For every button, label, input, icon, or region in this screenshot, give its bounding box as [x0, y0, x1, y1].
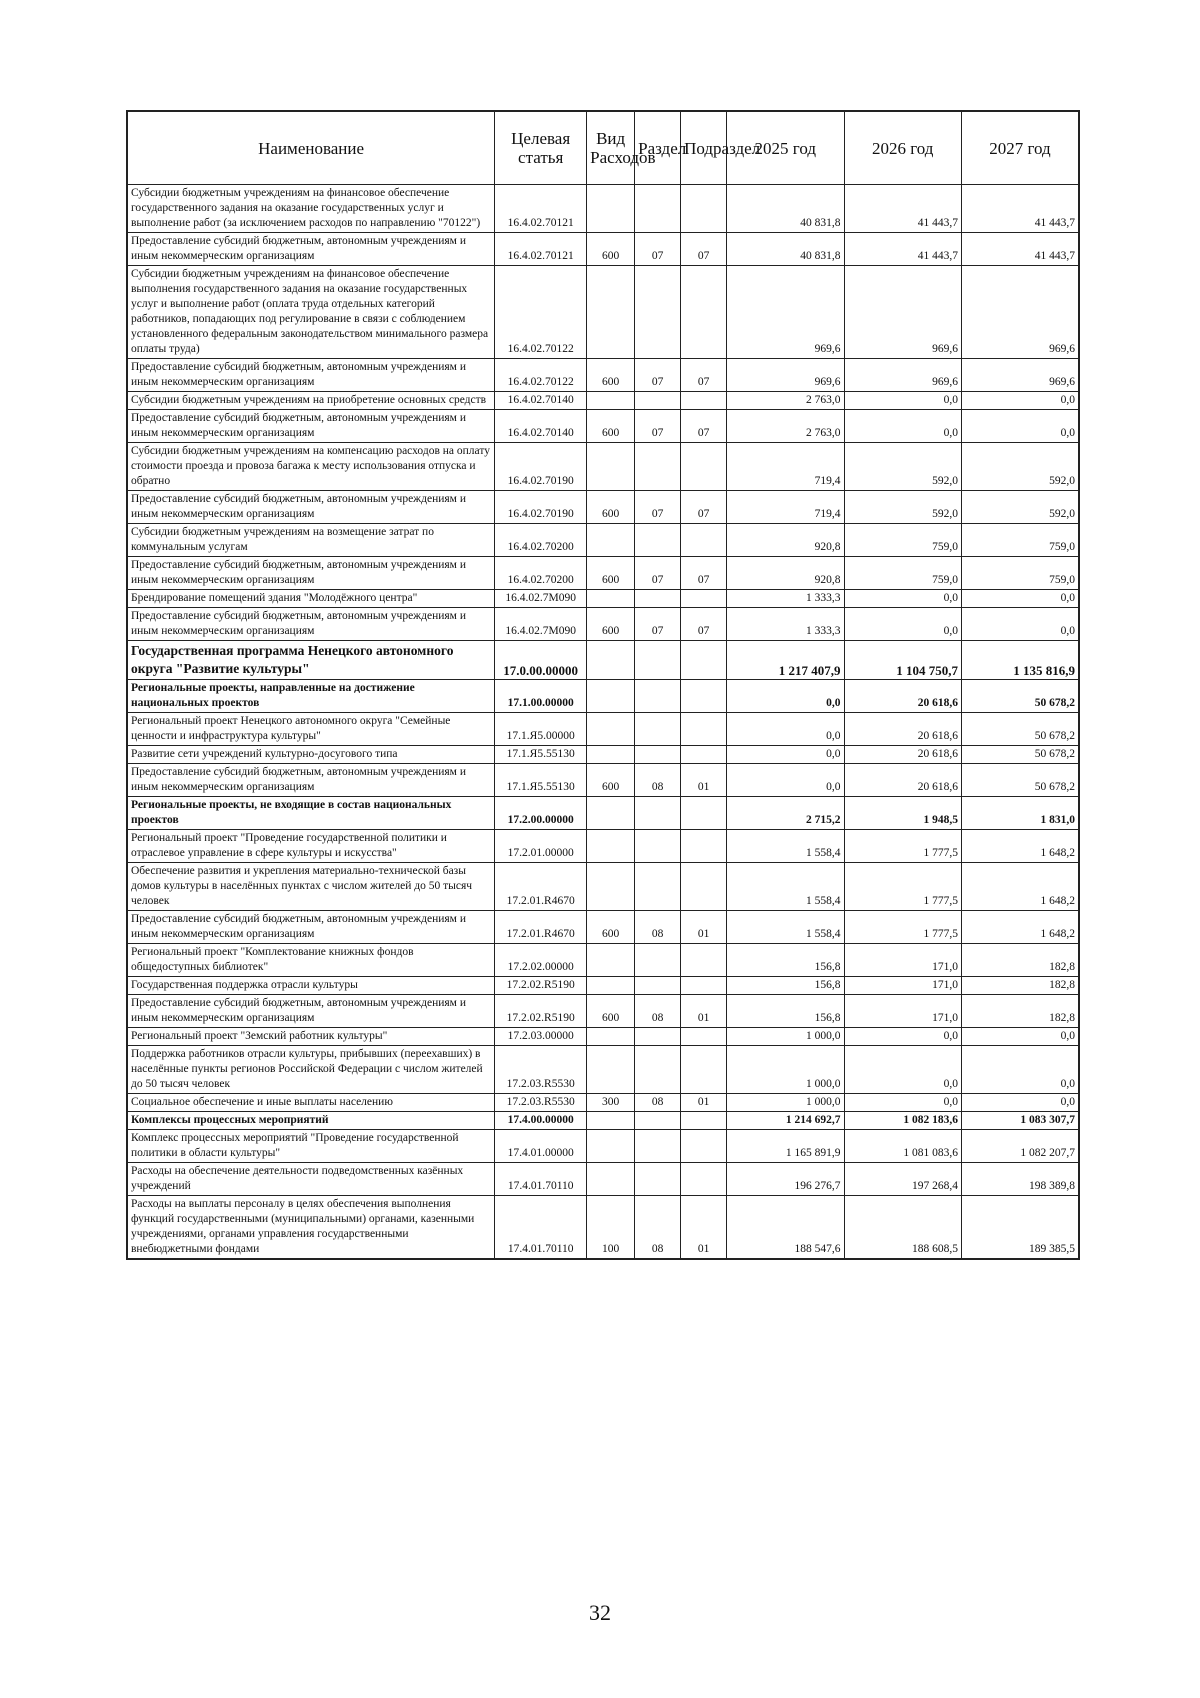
table-row [127, 713, 1079, 746]
row-target-article: 16.4.02.70122 [495, 359, 587, 392]
row-value-2025: 969,6 [727, 359, 844, 392]
row-expense-type: 600 [587, 608, 635, 641]
table-row [127, 944, 1079, 977]
row-subsection [681, 830, 727, 863]
row-value-2027: 182,8 [961, 995, 1079, 1028]
row-name: Предоставление субсидий бюджетным, автономным учреждениям и иным некоммерческим организациям [127, 233, 495, 266]
table-row [127, 911, 1079, 944]
row-name: Государственная поддержка отрасли культуры [127, 977, 495, 995]
row-value-2026: 1 948,5 [844, 797, 961, 830]
row-target-article: 17.4.00.00000 [495, 1112, 587, 1130]
row-value-2025: 2 763,0 [727, 392, 844, 410]
row-section: 08 [635, 911, 681, 944]
row-section [635, 392, 681, 410]
row-expense-type [587, 185, 635, 233]
row-name: Расходы на выплаты персоналу в целях обеспечения выполнения функций государственными (муниципальными) органами, казенными учреждениями, органами управления государственными внебюджетными фондами [127, 1196, 495, 1260]
row-value-2025: 719,4 [727, 491, 844, 524]
row-expense-type [587, 590, 635, 608]
row-value-2025: 1 333,3 [727, 608, 844, 641]
row-section: 07 [635, 359, 681, 392]
row-value-2026: 171,0 [844, 944, 961, 977]
row-subsection: 01 [681, 1094, 727, 1112]
row-section: 07 [635, 410, 681, 443]
row-subsection: 01 [681, 911, 727, 944]
row-value-2025: 0,0 [727, 764, 844, 797]
row-section: 08 [635, 1196, 681, 1260]
table-row [127, 557, 1079, 590]
table-row [127, 863, 1079, 911]
row-expense-type [587, 944, 635, 977]
row-subsection: 07 [681, 608, 727, 641]
table-row [127, 1112, 1079, 1130]
row-value-2025: 969,6 [727, 266, 844, 359]
row-subsection [681, 1046, 727, 1094]
row-name: Комплекс процессных мероприятий "Проведение государственной политики в области культуры" [127, 1130, 495, 1163]
row-value-2026: 188 608,5 [844, 1196, 961, 1260]
table-row [127, 392, 1079, 410]
table-row [127, 524, 1079, 557]
header-section: Раздел [635, 111, 681, 185]
row-value-2025: 2 715,2 [727, 797, 844, 830]
row-value-2027: 969,6 [961, 359, 1079, 392]
row-value-2026: 969,6 [844, 266, 961, 359]
row-section [635, 266, 681, 359]
row-value-2025: 1 217 407,9 [727, 641, 844, 680]
row-expense-type [587, 746, 635, 764]
row-target-article: 16.4.02.70122 [495, 266, 587, 359]
row-value-2025: 40 831,8 [727, 233, 844, 266]
row-expense-type [587, 524, 635, 557]
table-row [127, 491, 1079, 524]
row-value-2027: 189 385,5 [961, 1196, 1079, 1260]
table-row [127, 1028, 1079, 1046]
header-year-2025: 2025 год [727, 111, 844, 185]
row-value-2025: 1 165 891,9 [727, 1130, 844, 1163]
row-value-2026: 1 104 750,7 [844, 641, 961, 680]
table-row [127, 590, 1079, 608]
row-section: 07 [635, 491, 681, 524]
row-section [635, 680, 681, 713]
row-value-2027: 1 648,2 [961, 863, 1079, 911]
budget-table-sheet [126, 110, 1080, 1260]
table-row [127, 185, 1079, 233]
row-value-2025: 40 831,8 [727, 185, 844, 233]
row-expense-type: 100 [587, 1196, 635, 1260]
row-target-article: 16.4.02.70200 [495, 524, 587, 557]
row-target-article: 16.4.02.70190 [495, 443, 587, 491]
table-row [127, 977, 1079, 995]
header-subsection: Подраздел [681, 111, 727, 185]
row-section [635, 1028, 681, 1046]
row-value-2026: 0,0 [844, 392, 961, 410]
row-target-article: 17.1.Я5.55130 [495, 764, 587, 797]
table-row [127, 608, 1079, 641]
row-section [635, 944, 681, 977]
budget-table [126, 110, 1080, 1260]
row-name: Предоставление субсидий бюджетным, автономным учреждениям и иным некоммерческим организациям [127, 911, 495, 944]
row-value-2027: 198 389,8 [961, 1163, 1079, 1196]
table-row [127, 797, 1079, 830]
row-value-2025: 156,8 [727, 995, 844, 1028]
row-name: Региональные проекты, не входящие в состав национальных проектов [127, 797, 495, 830]
row-value-2027: 182,8 [961, 944, 1079, 977]
row-value-2025: 1 000,0 [727, 1094, 844, 1112]
table-row [127, 266, 1079, 359]
row-target-article: 17.2.03.R5530 [495, 1094, 587, 1112]
row-target-article: 16.4.02.7М090 [495, 608, 587, 641]
row-value-2026: 20 618,6 [844, 713, 961, 746]
row-name: Социальное обеспечение и иные выплаты населению [127, 1094, 495, 1112]
row-expense-type: 600 [587, 359, 635, 392]
row-value-2027: 0,0 [961, 590, 1079, 608]
row-name: Предоставление субсидий бюджетным, автономным учреждениям и иным некоммерческим организациям [127, 359, 495, 392]
row-target-article: 17.1.00.00000 [495, 680, 587, 713]
table-row [127, 233, 1079, 266]
row-subsection [681, 641, 727, 680]
row-value-2025: 1 558,4 [727, 863, 844, 911]
row-value-2025: 1 000,0 [727, 1046, 844, 1094]
row-value-2025: 0,0 [727, 680, 844, 713]
row-target-article: 17.2.01.00000 [495, 830, 587, 863]
row-value-2027: 41 443,7 [961, 233, 1079, 266]
row-section [635, 746, 681, 764]
row-name: Предоставление субсидий бюджетным, автономным учреждениям и иным некоммерческим организациям [127, 557, 495, 590]
row-target-article: 17.2.03.00000 [495, 1028, 587, 1046]
row-value-2027: 759,0 [961, 524, 1079, 557]
row-value-2026: 20 618,6 [844, 746, 961, 764]
row-subsection [681, 746, 727, 764]
row-target-article: 17.2.00.00000 [495, 797, 587, 830]
row-target-article: 16.4.02.70140 [495, 410, 587, 443]
row-expense-type [587, 641, 635, 680]
row-expense-type [587, 443, 635, 491]
row-expense-type: 300 [587, 1094, 635, 1112]
row-expense-type [587, 1112, 635, 1130]
row-value-2027: 0,0 [961, 1028, 1079, 1046]
row-value-2026: 0,0 [844, 1046, 961, 1094]
table-row [127, 1196, 1079, 1260]
row-value-2025: 1 333,3 [727, 590, 844, 608]
row-subsection [681, 266, 727, 359]
row-subsection [681, 680, 727, 713]
row-subsection: 07 [681, 491, 727, 524]
row-name: Региональный проект "Земский работник культуры" [127, 1028, 495, 1046]
row-target-article: 17.2.02.R5190 [495, 995, 587, 1028]
row-expense-type [587, 977, 635, 995]
row-expense-type: 600 [587, 995, 635, 1028]
row-value-2026: 759,0 [844, 524, 961, 557]
row-section: 08 [635, 1094, 681, 1112]
row-subsection: 01 [681, 764, 727, 797]
table-row [127, 1046, 1079, 1094]
row-section [635, 524, 681, 557]
row-expense-type [587, 1028, 635, 1046]
row-name: Субсидии бюджетным учреждениям на возмещение затрат по коммунальным услугам [127, 524, 495, 557]
row-subsection: 07 [681, 557, 727, 590]
row-subsection [681, 1163, 727, 1196]
table-row [127, 410, 1079, 443]
row-value-2026: 0,0 [844, 1028, 961, 1046]
row-value-2026: 759,0 [844, 557, 961, 590]
page-number: 32 [589, 1600, 611, 1625]
row-target-article: 17.2.03.R5530 [495, 1046, 587, 1094]
row-value-2027: 1 082 207,7 [961, 1130, 1079, 1163]
table-row [127, 641, 1079, 680]
row-target-article: 17.4.01.70110 [495, 1163, 587, 1196]
row-value-2026: 41 443,7 [844, 233, 961, 266]
table-row [127, 1163, 1079, 1196]
row-value-2027: 50 678,2 [961, 764, 1079, 797]
header-expense-type: Вид Расходов [587, 111, 635, 185]
row-value-2026: 1 777,5 [844, 863, 961, 911]
row-subsection [681, 1130, 727, 1163]
row-value-2025: 719,4 [727, 443, 844, 491]
row-expense-type [587, 863, 635, 911]
row-value-2026: 1 082 183,6 [844, 1112, 961, 1130]
table-row [127, 1130, 1079, 1163]
row-section [635, 1112, 681, 1130]
row-target-article: 17.1.Я5.00000 [495, 713, 587, 746]
row-value-2027: 1 083 307,7 [961, 1112, 1079, 1130]
row-value-2026: 1 777,5 [844, 830, 961, 863]
row-name: Предоставление субсидий бюджетным, автономным учреждениям и иным некоммерческим организациям [127, 410, 495, 443]
row-subsection: 07 [681, 410, 727, 443]
row-target-article: 17.2.02.R5190 [495, 977, 587, 995]
row-target-article: 16.4.02.7М090 [495, 590, 587, 608]
row-target-article: 17.1.Я5.55130 [495, 746, 587, 764]
row-subsection [681, 443, 727, 491]
row-value-2027: 0,0 [961, 608, 1079, 641]
row-value-2025: 920,8 [727, 524, 844, 557]
row-value-2027: 1 135 816,9 [961, 641, 1079, 680]
header-target-article: Целевая статья [495, 111, 587, 185]
row-section: 08 [635, 764, 681, 797]
row-subsection [681, 977, 727, 995]
row-subsection [681, 944, 727, 977]
row-expense-type: 600 [587, 491, 635, 524]
row-target-article: 17.0.00.00000 [495, 641, 587, 680]
row-name: Обеспечение развития и укрепления материально-технической базы домов культуры в населённых пунктах с числом жителей до 50 тысяч человек [127, 863, 495, 911]
row-value-2027: 1 648,2 [961, 830, 1079, 863]
row-subsection [681, 185, 727, 233]
table-header [127, 111, 1079, 185]
row-expense-type [587, 713, 635, 746]
row-value-2025: 920,8 [727, 557, 844, 590]
row-section [635, 185, 681, 233]
row-section [635, 641, 681, 680]
row-value-2027: 0,0 [961, 1094, 1079, 1112]
row-value-2026: 592,0 [844, 491, 961, 524]
table-row [127, 1094, 1079, 1112]
row-name: Комплексы процессных мероприятий [127, 1112, 495, 1130]
row-value-2027: 0,0 [961, 392, 1079, 410]
row-value-2025: 1 214 692,7 [727, 1112, 844, 1130]
row-expense-type [587, 797, 635, 830]
row-expense-type [587, 680, 635, 713]
row-name: Субсидии бюджетным учреждениям на компенсацию расходов на оплату стоимости проезда и провоза багажа к месту использования отпуска и обратно [127, 443, 495, 491]
row-value-2025: 156,8 [727, 944, 844, 977]
row-name: Субсидии бюджетным учреждениям на финансовое обеспечение выполнения государственного задания на оказание государственных услуг и выполнение работ (оплата труда отдельных категорий работников, попадающих под регулирование в связи с соблюдением установленного федеральным законодательством минимального размера оплаты труда) [127, 266, 495, 359]
row-value-2025: 196 276,7 [727, 1163, 844, 1196]
header-year-2026: 2026 год [844, 111, 961, 185]
row-target-article: 17.2.02.00000 [495, 944, 587, 977]
header-year-2027: 2027 год [961, 111, 1079, 185]
row-value-2027: 1 831,0 [961, 797, 1079, 830]
table-row [127, 830, 1079, 863]
row-value-2026: 1 777,5 [844, 911, 961, 944]
row-expense-type [587, 1163, 635, 1196]
row-value-2026: 197 268,4 [844, 1163, 961, 1196]
row-expense-type: 600 [587, 557, 635, 590]
table-row [127, 680, 1079, 713]
row-value-2026: 41 443,7 [844, 185, 961, 233]
row-expense-type: 600 [587, 911, 635, 944]
row-name: Расходы на обеспечение деятельности подведомственных казённых учреждений [127, 1163, 495, 1196]
table-body [127, 185, 1079, 1260]
row-value-2027: 592,0 [961, 491, 1079, 524]
row-section [635, 443, 681, 491]
row-target-article: 17.2.01.R4670 [495, 863, 587, 911]
table-row [127, 764, 1079, 797]
row-subsection [681, 1028, 727, 1046]
row-section: 08 [635, 995, 681, 1028]
row-name: Развитие сети учреждений культурно-досугового типа [127, 746, 495, 764]
row-value-2025: 1 558,4 [727, 830, 844, 863]
row-value-2027: 592,0 [961, 443, 1079, 491]
row-value-2025: 188 547,6 [727, 1196, 844, 1260]
table-row [127, 995, 1079, 1028]
row-value-2027: 50 678,2 [961, 746, 1079, 764]
row-expense-type: 600 [587, 764, 635, 797]
row-section [635, 590, 681, 608]
row-target-article: 16.4.02.70200 [495, 557, 587, 590]
row-section [635, 1046, 681, 1094]
row-value-2025: 0,0 [727, 746, 844, 764]
row-subsection [681, 797, 727, 830]
row-value-2026: 1 081 083,6 [844, 1130, 961, 1163]
row-name: Региональные проекты, направленные на достижение национальных проектов [127, 680, 495, 713]
row-section [635, 830, 681, 863]
row-value-2025: 156,8 [727, 977, 844, 995]
row-value-2026: 969,6 [844, 359, 961, 392]
row-name: Предоставление субсидий бюджетным, автономным учреждениям и иным некоммерческим организациям [127, 995, 495, 1028]
row-target-article: 16.4.02.70140 [495, 392, 587, 410]
row-value-2027: 759,0 [961, 557, 1079, 590]
row-value-2027: 969,6 [961, 266, 1079, 359]
row-subsection [681, 713, 727, 746]
row-section: 07 [635, 608, 681, 641]
row-name: Субсидии бюджетным учреждениям на финансовое обеспечение государственного задания на оказание государственных услуг и выполнение работ (за исключением расходов по направлению "70122") [127, 185, 495, 233]
row-value-2026: 171,0 [844, 977, 961, 995]
row-section: 07 [635, 557, 681, 590]
row-expense-type [587, 1130, 635, 1163]
row-name: Государственная программа Ненецкого автономного округа "Развитие культуры" [127, 641, 495, 680]
row-target-article: 16.4.02.70121 [495, 185, 587, 233]
row-name: Поддержка работников отрасли культуры, прибывших (переехавших) в населённые пункты регионов Российской Федерации с числом жителей до 50 тысяч человек [127, 1046, 495, 1094]
row-subsection [681, 392, 727, 410]
row-target-article: 17.4.01.70110 [495, 1196, 587, 1260]
row-section [635, 863, 681, 911]
row-subsection [681, 524, 727, 557]
row-subsection [681, 863, 727, 911]
row-value-2027: 41 443,7 [961, 185, 1079, 233]
row-subsection: 07 [681, 359, 727, 392]
row-value-2026: 0,0 [844, 410, 961, 443]
row-section [635, 1163, 681, 1196]
row-expense-type [587, 830, 635, 863]
row-value-2027: 50 678,2 [961, 680, 1079, 713]
row-expense-type [587, 266, 635, 359]
row-value-2026: 0,0 [844, 590, 961, 608]
row-value-2025: 2 763,0 [727, 410, 844, 443]
row-name: Предоставление субсидий бюджетным, автономным учреждениям и иным некоммерческим организациям [127, 764, 495, 797]
row-section [635, 713, 681, 746]
row-value-2026: 0,0 [844, 1094, 961, 1112]
table-row [127, 443, 1079, 491]
row-subsection [681, 1112, 727, 1130]
row-expense-type: 600 [587, 410, 635, 443]
header-name: Наименование [127, 111, 495, 185]
row-value-2027: 50 678,2 [961, 713, 1079, 746]
row-value-2026: 0,0 [844, 608, 961, 641]
row-value-2026: 171,0 [844, 995, 961, 1028]
row-name: Брендирование помещений здания "Молодёжного центра" [127, 590, 495, 608]
row-value-2025: 1 000,0 [727, 1028, 844, 1046]
row-value-2026: 20 618,6 [844, 680, 961, 713]
row-section [635, 977, 681, 995]
row-section [635, 797, 681, 830]
row-section: 07 [635, 233, 681, 266]
row-name: Предоставление субсидий бюджетным, автономным учреждениям и иным некоммерческим организациям [127, 608, 495, 641]
table-row [127, 746, 1079, 764]
row-subsection: 07 [681, 233, 727, 266]
row-name: Региональный проект "Проведение государственной политики и отраслевое управление в сфере культуры и искусства" [127, 830, 495, 863]
row-name: Региональный проект "Комплектование книжных фондов общедоступных библиотек" [127, 944, 495, 977]
row-value-2025: 0,0 [727, 713, 844, 746]
row-subsection [681, 590, 727, 608]
row-expense-type: 600 [587, 233, 635, 266]
table-row [127, 359, 1079, 392]
row-expense-type [587, 392, 635, 410]
row-target-article: 16.4.02.70190 [495, 491, 587, 524]
row-name: Субсидии бюджетным учреждениям на приобретение основных средств [127, 392, 495, 410]
row-value-2027: 0,0 [961, 1046, 1079, 1094]
row-value-2027: 1 648,2 [961, 911, 1079, 944]
row-expense-type [587, 1046, 635, 1094]
row-value-2027: 182,8 [961, 977, 1079, 995]
row-value-2027: 0,0 [961, 410, 1079, 443]
row-target-article: 17.2.01.R4670 [495, 911, 587, 944]
row-name: Региональный проект Ненецкого автономного округа "Семейные ценности и инфраструктура культуры" [127, 713, 495, 746]
row-subsection: 01 [681, 1196, 727, 1260]
row-target-article: 16.4.02.70121 [495, 233, 587, 266]
row-value-2026: 20 618,6 [844, 764, 961, 797]
row-value-2025: 1 558,4 [727, 911, 844, 944]
row-section [635, 1130, 681, 1163]
row-value-2026: 592,0 [844, 443, 961, 491]
row-name: Предоставление субсидий бюджетным, автономным учреждениям и иным некоммерческим организациям [127, 491, 495, 524]
row-target-article: 17.4.01.00000 [495, 1130, 587, 1163]
row-subsection: 01 [681, 995, 727, 1028]
